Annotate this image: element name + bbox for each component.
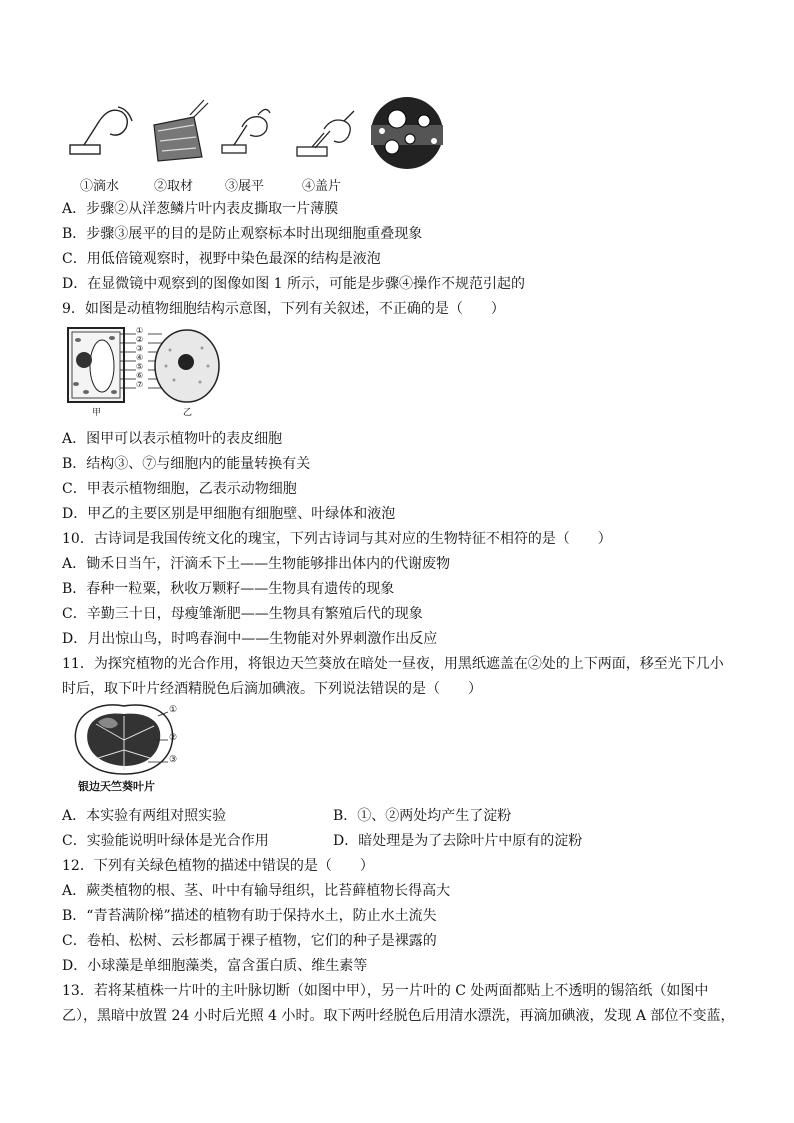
q11-stem-line1: 11．为探究植物的光合作用，将银边天竺葵放在暗处一昼夜，用黑纸遮盖在②处的上下两面，移至光下几小 (62, 656, 724, 672)
step-caption-3: ③展平 (225, 179, 265, 194)
q10-option-c: C．辛勤三十日，母瘦雏渐肥——生物具有繁殖后代的现象 (62, 606, 423, 622)
cell-structure-figure (62, 322, 222, 418)
q10-option-d: D．月出惊山鸟，时鸣春涧中——生物能对外界刺激作出反应 (62, 631, 438, 647)
step-caption-1: ①滴水 (80, 179, 120, 194)
q12-stem: 12．下列有关绿色植物的描述中错误的是（ ） (62, 858, 374, 874)
q12-option-b: B．“青苔满阶梯”描述的植物有助于保持水土，防止水土流失 (62, 908, 437, 924)
cell-label-7: ⑦ (136, 380, 144, 389)
cell-label-2: ② (136, 335, 144, 344)
q9-option-b: B．结构③、⑦与细胞内的能量转换有关 (62, 456, 311, 472)
steps-illustration (62, 95, 452, 170)
leaf-caption: 银边天竺葵叶片 (78, 780, 155, 793)
geranium-leaf-figure (68, 700, 188, 794)
microscope-field-circle-icon (371, 97, 443, 169)
cell-label-4: ④ (136, 353, 144, 362)
q13-line1: 13．若将某植株一片叶的主叶脉切断（如图中甲），另一片叶的 C 处两面都贴上不透明的锡箔纸（如图中 (62, 983, 709, 999)
q12-option-d: D．小球藻是单细胞藻类，富含蛋白质、维生素等 (62, 958, 368, 974)
step-caption-2: ②取材 (154, 179, 194, 194)
step-caption-4: ④盖片 (302, 179, 342, 194)
q9-option-a: A．图甲可以表示植物叶的表皮细胞 (62, 431, 283, 447)
q10-option-b: B．春种一粒粟，秋收万颗籽——生物具有遗传的现象 (62, 581, 395, 597)
step2-drawing (154, 100, 208, 161)
q10-option-a: A．锄禾日当午，汗滴禾下土——生物能够排出体内的代谢废物 (62, 556, 451, 572)
leaf-label-2: ② (169, 733, 178, 743)
leaf-label-3: ③ (169, 755, 178, 765)
cell-label-6: ⑥ (136, 371, 144, 380)
q9-stem: 9．如图是动植物细胞结构示意图，下列有关叙述，不正确的是（ ） (62, 301, 505, 317)
q11-option-b: B．①、②两处均产生了淀粉 (333, 808, 512, 824)
cell-label-yi: 乙 (183, 408, 193, 418)
q9-option-d: D．甲乙的主要区别是甲细胞有细胞壁、叶绿体和液泡 (62, 506, 396, 522)
q8-option-c: C．用低倍镜观察时，视野中染色最深的结构是液泡 (62, 251, 381, 267)
q8-option-a: A．步骤②从洋葱鳞片叶内表皮撕取一片薄膜 (62, 201, 339, 217)
cell-label-1: ① (136, 326, 144, 335)
step1-drawing (70, 107, 132, 154)
q11-option-d: D．暗处理是为了去除叶片中原有的淀粉 (333, 833, 583, 849)
q8-option-b: B．步骤③展平的目的是防止观察标本时出现细胞重叠现象 (62, 226, 423, 242)
q8-option-d: D．在显微镜中观察到的图像如图 1 所示，可能是步骤④操作不规范引起的 (62, 276, 526, 292)
leaf-label-1: ① (169, 705, 178, 715)
cell-label-jia: 甲 (92, 408, 102, 418)
cell-label-5: ⑤ (136, 362, 144, 371)
q11-stem-line2: 时后，取下叶片经酒精脱色后滴加碘液。下列说法错误的是（ ） (62, 681, 482, 697)
q11-option-c: C．实验能说明叶绿体是光合作用 (62, 833, 269, 849)
step4-drawing (297, 111, 354, 156)
q13-line2: 乙），黑暗中放置 24 小时后光照 4 小时。取下两叶经脱色后用清水漂洗，再滴加碘液，发现 A 部位不变蓝， (62, 1008, 735, 1024)
q12-option-c: C．卷柏、松树、云杉都属于裸子植物，它们的种子是裸露的 (62, 933, 437, 949)
q11-option-a: A．本实验有两组对照实验 (62, 808, 227, 824)
q9-option-c: C．甲表示植物细胞，乙表示动物细胞 (62, 481, 297, 497)
q10-stem: 10．古诗词是我国传统文化的瑰宝，下列古诗词与其对应的生物特征不相符的是（ ） (62, 531, 612, 547)
q12-option-a: A．蕨类植物的根、茎、叶中有输导组织，比苔藓植物长得高大 (62, 883, 451, 899)
cell-label-3: ③ (136, 344, 144, 353)
steps-figure (62, 95, 452, 195)
step3-drawing (222, 109, 270, 153)
